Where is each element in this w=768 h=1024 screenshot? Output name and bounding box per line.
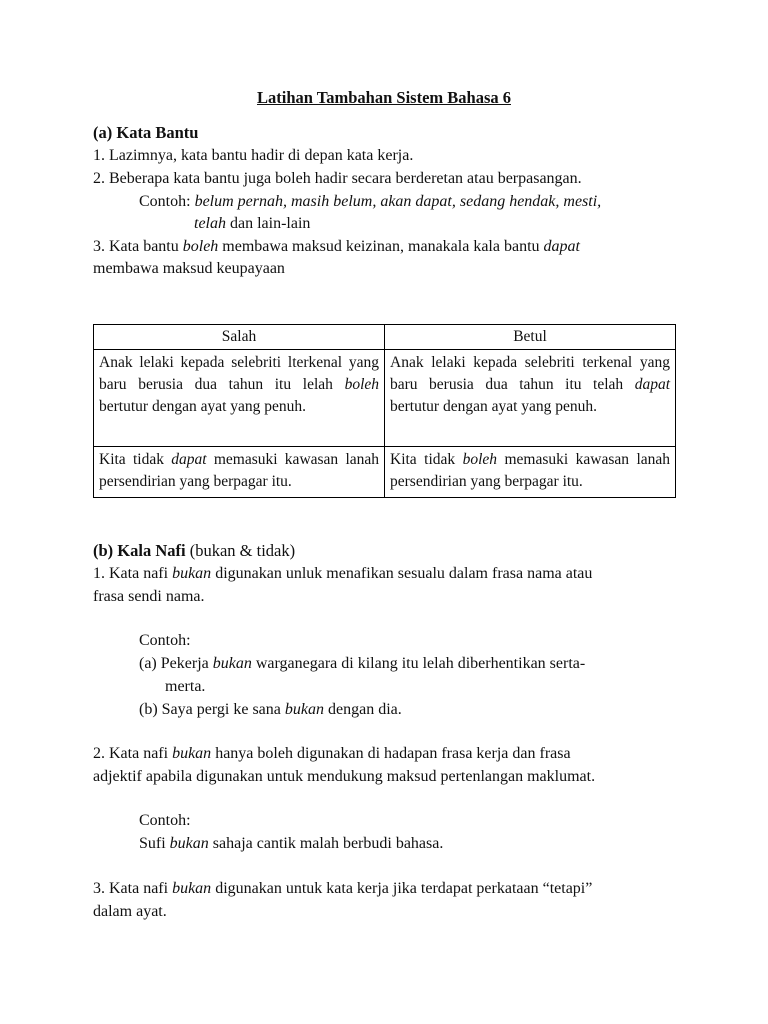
section-a-heading (93, 122, 198, 144)
example-words: belum pernah, masih belum, akan dapat, sedang hendak, mesti, (194, 193, 602, 210)
row1-wrong-text-b: bertutur dengan ayat yang penuh. (99, 398, 307, 415)
example-rest: dan lain-lain (230, 215, 311, 232)
row2-wrong-text-a: Kita tidak (99, 451, 164, 468)
b-p3-text-a: 3. Kata nafi (93, 880, 169, 897)
section-b-point-3 (93, 878, 592, 900)
b-p1-italic: bukan (172, 565, 212, 582)
section-a-point-3 (93, 236, 580, 258)
row2-right-cell (385, 447, 676, 498)
p3-word-boleh: boleh (182, 238, 219, 255)
section-b-label: (b) (93, 541, 114, 560)
row2-right-text-b: memasuki kawasan lanah persendirian yang berpagar itu. (390, 451, 671, 490)
b-p1-text-b: digunakan unluk menafikan sesualu dalam frasa nama atau (215, 565, 593, 582)
section-b-point-1-cont: frasa sendi nama. (93, 588, 205, 605)
table-row (94, 350, 676, 447)
row2-wrong-text-b: memasuki kawasan lanah persendirian yang berpagar itu. (99, 451, 380, 490)
b-p1-text-a: 1. Kata nafi (93, 565, 169, 582)
section-b-title: Kala Nafi (117, 541, 186, 560)
section-b-point-1 (93, 563, 592, 585)
section-a-point-2: 2. Beberapa kata bantu juga boleh hadir secara berderetan atau berpasangan. (93, 170, 582, 187)
row2-right-text-a: Kita tidak (390, 451, 456, 468)
table-header-row (94, 325, 676, 350)
example-label: Contoh: (139, 193, 191, 210)
section-b-point-2-cont: adjektif apabila digunakan untuk mendukung maksud pertenlangan maklumat. (93, 768, 596, 785)
page-title: Latihan Tambahan Sistem Bahasa 6 (256, 88, 511, 107)
section-a-point-1: 1. Lazimnya, kata bantu hadir di depan kata kerja. (93, 147, 414, 164)
ex-a-rest: warganegara di kilang itu lelah diberhentikan serta- (255, 655, 586, 672)
example-b (139, 699, 402, 721)
ex2-italic: bukan (169, 835, 209, 852)
b-p3-text-b: digunakan untuk kata kerja jika terdapat perkataan “tetapi” (215, 880, 593, 897)
b-p2-text-b: hanya boleh digunakan di hadapan frasa kerja dan frasa (215, 745, 571, 762)
example-a-cont: merta. (165, 678, 206, 695)
section-b-subtitle: (bukan & tidak) (189, 541, 296, 560)
row1-wrong-cell (94, 350, 385, 447)
ex2-text-a: Sufi (139, 835, 166, 852)
contoh-label-2: Contoh: (139, 812, 191, 829)
section-b-point-3-cont: dalam ayat. (93, 903, 167, 920)
row1-right-italic: dapat (634, 376, 670, 393)
ex-b-italic: bukan (284, 701, 324, 718)
row1-wrong-italic: boleh (344, 376, 380, 393)
ex-b-rest: dengan dia. (327, 701, 402, 718)
p3-text-b: membawa maksud keizinan, manakala kala bantu (222, 238, 540, 255)
example-word-telah: telah (194, 215, 226, 232)
p3-word-dapat: dapat (543, 238, 580, 255)
ex-a-italic: bukan (212, 655, 252, 672)
header-betul: Betul (385, 325, 676, 350)
b-p3-italic: bukan (172, 880, 212, 897)
example-2 (139, 833, 443, 855)
row1-wrong-text-a: Anak lelaki kepada selebriti lterkenal yang baru berusia dua tahun itu lelah (99, 354, 379, 393)
row2-right-italic: boleh (462, 451, 498, 468)
ex-a-text: (a) Pekerja (139, 655, 209, 672)
section-a-example (139, 191, 601, 213)
p3-text-a: 3. Kata bantu (93, 238, 179, 255)
row2-wrong-italic: dapat (171, 451, 207, 468)
ex2-text-b: sahaja cantik malah berbudi bahasa. (212, 835, 444, 852)
section-a-title: Kata Bantu (116, 123, 199, 142)
section-a-point-3-cont: membawa maksud keupayaan (93, 260, 285, 277)
section-a-example-cont (194, 213, 310, 235)
row1-right-text-a: Anak lelaki kepada selebriti terkenal yang baru berusia dua tahun itu telah (390, 354, 670, 393)
b-p2-text-a: 2. Kata nafi (93, 745, 169, 762)
contoh-label-1: Contoh: (139, 632, 191, 649)
b-p2-italic: bukan (172, 745, 212, 762)
section-b-point-2 (93, 743, 571, 765)
comparison-table (93, 324, 676, 498)
row1-right-cell (385, 350, 676, 447)
table-row (94, 447, 676, 498)
row1-right-text-b: bertutur dengan ayat yang penuh. (390, 398, 598, 415)
row2-wrong-cell (94, 447, 385, 498)
header-salah: Salah (94, 325, 385, 350)
example-a (139, 653, 585, 675)
ex-b-text: (b) Saya pergi ke sana (139, 701, 281, 718)
section-a-label: (a) (93, 123, 113, 142)
section-b-heading (93, 540, 295, 562)
